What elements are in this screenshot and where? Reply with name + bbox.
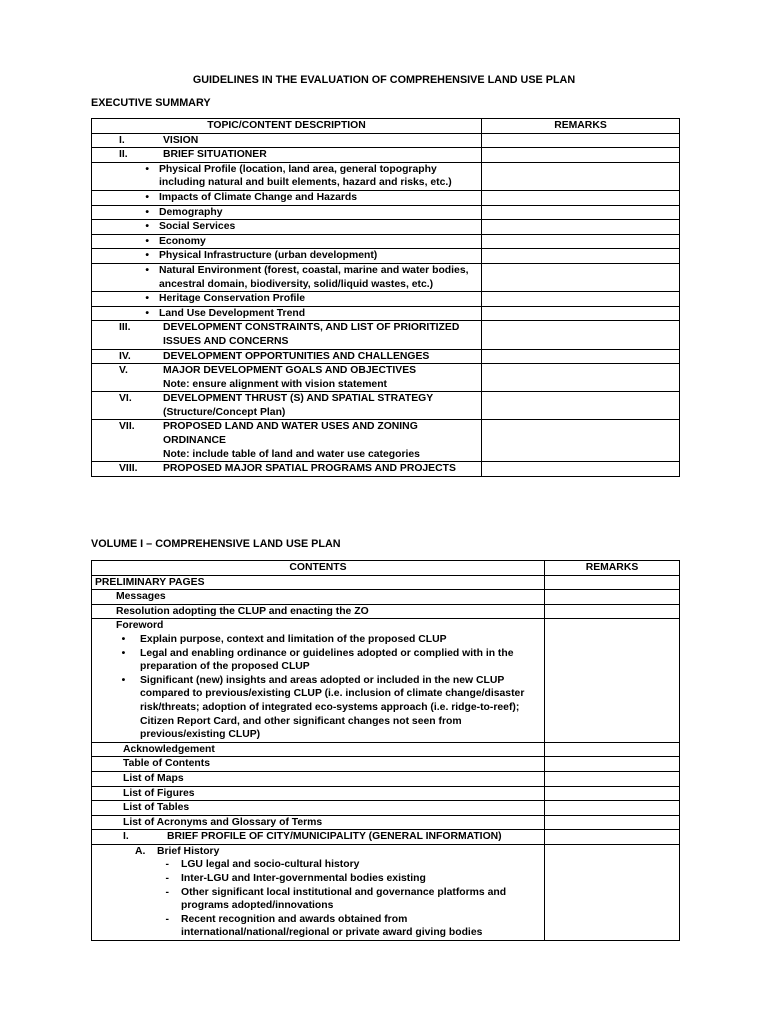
table-row [92, 349, 680, 364]
table-row [92, 364, 680, 392]
remarks-cell [545, 771, 680, 786]
table-row [92, 234, 680, 249]
remarks-cell [545, 742, 680, 757]
table-row [92, 757, 680, 772]
foreword-item: Foreword [116, 620, 164, 632]
bullet-icon: • [145, 264, 149, 276]
remarks-cell [482, 148, 680, 163]
row-text: DEVELOPMENT CONSTRAINTS, AND LIST OF PRIORITIZED ISSUES AND CONCERNS [163, 322, 460, 347]
row-number: VII. [119, 421, 135, 433]
table-row [92, 205, 680, 220]
dash-icon: - [165, 859, 169, 871]
table-row [92, 133, 680, 148]
list-item [95, 872, 541, 886]
resolution-item: Resolution adopting the CLUP and enacting the ZO [116, 605, 369, 617]
row-number: II. [119, 149, 128, 161]
row-text: Heritage Conservation Profile [159, 293, 306, 305]
remarks-cell [482, 220, 680, 235]
executive-summary-table [91, 118, 680, 477]
table-row [92, 801, 680, 816]
item-text: Inter-LGU and Inter-governmental bodies existing [181, 873, 426, 885]
table-row [92, 249, 680, 264]
remarks-cell [545, 575, 680, 590]
bullet-icon: • [145, 191, 149, 203]
row-text: Demography [159, 206, 223, 218]
remarks-cell [545, 619, 680, 742]
remarks-cell [482, 349, 680, 364]
list-item [95, 674, 541, 742]
table-row [92, 771, 680, 786]
list-of-figures-item: List of Figures [123, 787, 195, 799]
row-note: Note: include table of land and water use categories [163, 448, 420, 460]
table-row [92, 162, 680, 190]
table-row [92, 786, 680, 801]
volume1-table [91, 560, 680, 941]
preliminary-pages: PRELIMINARY PAGES [92, 575, 545, 590]
remarks-cell [482, 249, 680, 264]
table-row [92, 830, 680, 845]
row-number: IV. [119, 350, 131, 362]
bullet-text: Explain purpose, context and limitation of the proposed CLUP [140, 633, 447, 645]
table-row [92, 392, 680, 420]
document-title: GUIDELINES IN THE EVALUATION OF COMPREHENSIVE LAND USE PLAN [192, 74, 576, 86]
list-item [95, 913, 541, 940]
remarks-cell [482, 263, 680, 291]
table-row [92, 742, 680, 757]
table-row [92, 590, 680, 605]
remarks-cell [482, 292, 680, 307]
table-row [92, 619, 680, 742]
list-item [95, 633, 541, 647]
list-of-tables-item: List of Tables [123, 802, 190, 814]
row-text: Physical Infrastructure (urban development) [159, 250, 378, 262]
bullet-icon: • [145, 293, 149, 305]
row-text: MAJOR DEVELOPMENT GOALS AND OBJECTIVES [163, 365, 417, 377]
list-of-maps-item: List of Maps [123, 772, 184, 784]
remarks-cell [545, 815, 680, 830]
table-row [92, 844, 680, 940]
bullet-icon: • [121, 674, 126, 686]
table-row [92, 604, 680, 619]
remarks-cell [482, 420, 680, 462]
row-text: DEVELOPMENT OPPORTUNITIES AND CHALLENGES [163, 350, 430, 362]
remarks-cell [482, 162, 680, 190]
remarks-cell [482, 190, 680, 205]
table-row [92, 190, 680, 205]
table-of-contents-item: Table of Contents [123, 758, 210, 770]
row-number: III. [119, 322, 131, 334]
remarks-cell [545, 844, 680, 940]
remarks-column-header: REMARKS [482, 119, 680, 134]
item-text: Recent recognition and awards obtained from international/national/regional or private award giving bodies [181, 913, 483, 939]
table-row [92, 306, 680, 321]
table-row [92, 575, 680, 590]
remarks-cell [482, 133, 680, 148]
executive-summary-heading: EXECUTIVE SUMMARY [91, 97, 211, 109]
acknowledgement-item: Acknowledgement [123, 743, 215, 755]
list-of-acronyms-item: List of Acronyms and Glossary of Terms [123, 816, 323, 828]
topic-column-header: TOPIC/CONTENT DESCRIPTION [92, 119, 482, 134]
row-text: BRIEF SITUATIONER [163, 149, 267, 161]
row-note: Note: ensure alignment with vision statement [163, 378, 388, 390]
row-text: Natural Environment (forest, coastal, marine and water bodies, ancestral domain, biodiversity, solid/liquid wastes, etc.) [159, 264, 469, 290]
table-row [92, 321, 680, 349]
list-item [95, 858, 541, 872]
remarks-cell [482, 321, 680, 349]
bullet-icon: • [145, 235, 149, 247]
row-number: VI. [119, 393, 132, 405]
row-text: Physical Profile (location, land area, general topography including natural and built elements, hazard and risks, etc.) [159, 163, 452, 189]
table-row [92, 815, 680, 830]
remarks-cell [545, 590, 680, 605]
remarks-cell [482, 205, 680, 220]
list-item [95, 886, 541, 913]
table-row [92, 263, 680, 291]
remarks-cell [545, 830, 680, 845]
bullet-icon: • [145, 163, 149, 175]
bullet-icon: • [145, 250, 149, 262]
item-text: Other significant local institutional and governance platforms and programs adopted/innovations [181, 886, 507, 912]
row-text: DEVELOPMENT THRUST (S) AND SPATIAL STRATEGY (Structure/Concept Plan) [163, 393, 433, 418]
table-row [92, 420, 680, 462]
row-number: I. [123, 831, 129, 843]
remarks-cell [482, 234, 680, 249]
table-header-row [92, 561, 680, 576]
dash-icon: - [165, 873, 169, 885]
list-item [95, 647, 541, 674]
row-text: Economy [159, 235, 206, 247]
table-row [92, 462, 680, 477]
remarks-cell [545, 786, 680, 801]
remarks-cell [545, 757, 680, 772]
remarks-cell [482, 462, 680, 477]
row-text: PROPOSED LAND AND WATER USES AND ZONING ORDINANCE [163, 421, 418, 447]
table-row [92, 148, 680, 163]
remarks-cell [545, 604, 680, 619]
bullet-text: Legal and enabling ordinance or guidelines adopted or complied with in the preparation of the proposed CLUP [140, 647, 514, 673]
remarks-cell [545, 801, 680, 816]
row-text: VISION [163, 134, 199, 146]
row-text: Brief History [157, 845, 220, 857]
volume1-heading: VOLUME I – COMPREHENSIVE LAND USE PLAN [91, 538, 341, 550]
bullet-icon: • [145, 221, 149, 233]
row-text: Impacts of Climate Change and Hazards [159, 191, 358, 203]
bullet-icon: • [145, 206, 149, 218]
table-row [92, 220, 680, 235]
row-text: BRIEF PROFILE OF CITY/MUNICIPALITY (GENERAL INFORMATION) [167, 831, 502, 843]
dash-icon: - [165, 913, 169, 925]
dash-icon: - [165, 886, 169, 898]
row-text: Social Services [159, 221, 236, 233]
row-letter: A. [135, 845, 146, 857]
remarks-cell [482, 306, 680, 321]
bullet-text: Significant (new) insights and areas adopted or included in the new CLUP compared to previous/existing CLUP (i.e. inclusion of climate change/disaster risk/threats; adoption of integrated eco-systems approach (i.e. ridge-to-reef); Citizen Report Card, and other significant changes not seen from previous/existing CLUP) [140, 674, 525, 741]
table-header-row [92, 119, 680, 134]
table-row [92, 292, 680, 307]
row-number: VIII. [119, 463, 138, 475]
row-number: V. [119, 365, 128, 377]
item-text: LGU legal and socio-cultural history [181, 859, 360, 871]
remarks-column-header: REMARKS [545, 561, 680, 576]
row-text: Land Use Development Trend [159, 307, 306, 319]
bullet-icon: • [121, 633, 126, 645]
contents-column-header: CONTENTS [92, 561, 545, 576]
bullet-icon: • [145, 307, 149, 319]
row-text: PROPOSED MAJOR SPATIAL PROGRAMS AND PROJECTS [163, 463, 456, 475]
remarks-cell [482, 364, 680, 392]
messages-item: Messages [116, 591, 166, 603]
bullet-icon: • [121, 647, 126, 659]
row-number: I. [119, 134, 125, 146]
remarks-cell [482, 392, 680, 420]
